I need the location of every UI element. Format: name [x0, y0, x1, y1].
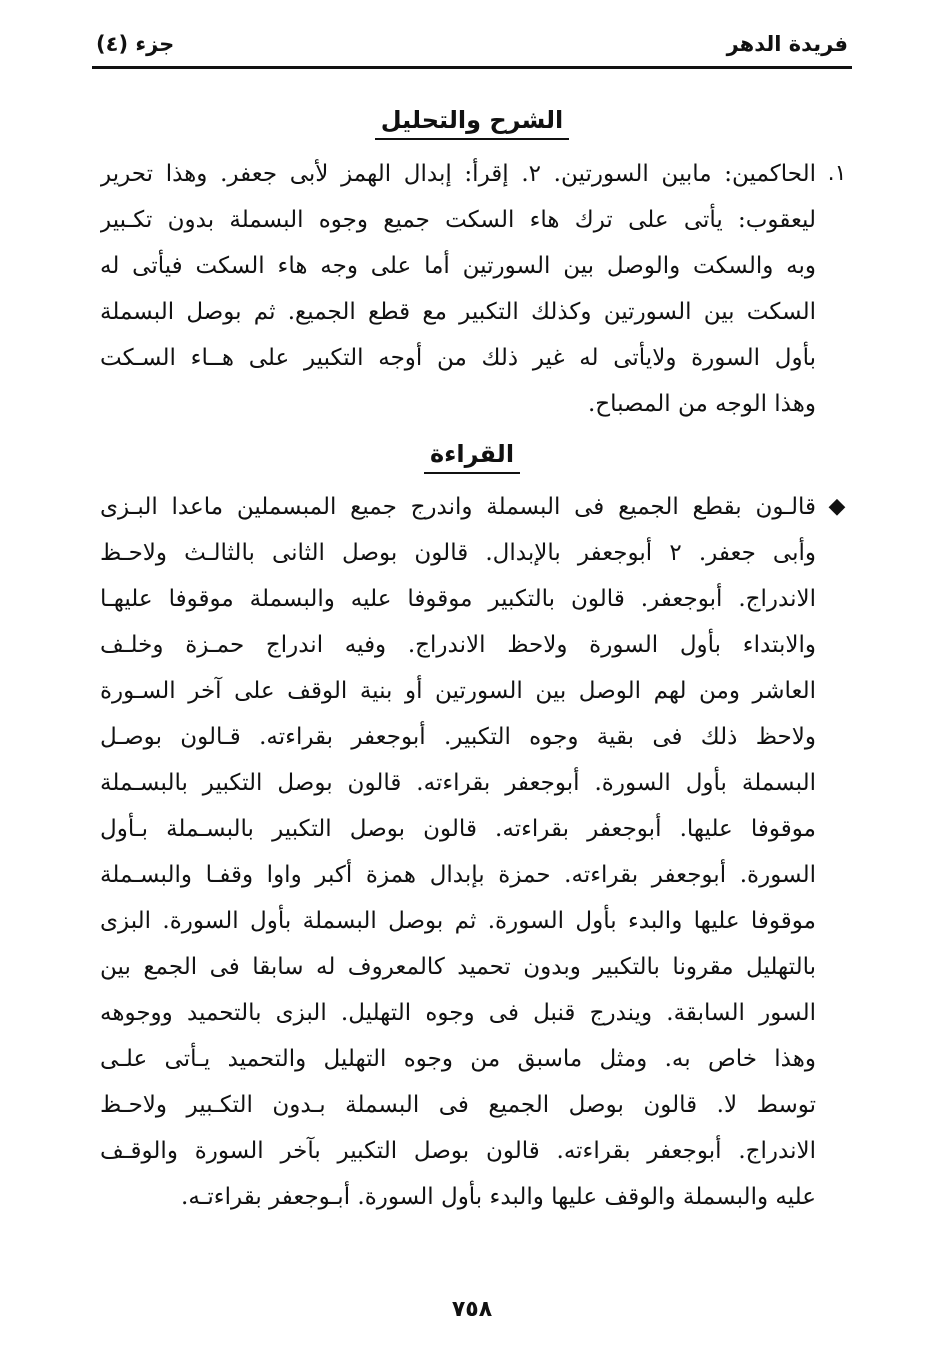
- reading-line: الاندراج. أبوجعفر بقراءته. قالون بوصل التكبير بآخر السورة والوقـف: [100, 1138, 816, 1164]
- reading-line: قالـون بقطع الجميع فى البسملة واندرج جميع المبسملين ماعدا البـزى: [100, 494, 816, 520]
- reading-line: وهذا خاص به. ومثل ماسبق من وجوه التهليل والتحميد يـأتى علـى: [100, 1046, 816, 1072]
- reading-line: وأبى جعفر. ٢ أبوجعفر بالإبدال. قالون بوصل الثانى بالثالـث ولاحـظ: [100, 540, 816, 566]
- reading-line: السورة. أبوجعفر بقراءته. حمزة بإبدال همزة أكبر واوا وقفـا والبسـملة: [100, 862, 816, 888]
- commentary-line: الحاكمين: مابين السورتين. ٢. إقرأ: إبدال الهمز لأبى جعفر. وهذا تحرير: [100, 161, 816, 187]
- reading-line: السور السابقة. ويندرج قنبل فى وجوه التهليل. البزى بالتحميد ووجوهه: [100, 1000, 816, 1026]
- reading-line: والابتداء بأول السورة ولاحظ الاندراج. وفيه اندراج حمـزة وخلـف: [100, 632, 816, 658]
- commentary-heading: [92, 106, 852, 140]
- reading-heading: [92, 440, 852, 474]
- reading-line: الاندراج. أبوجعفر. قالون بالتكبير موقوفا عليه والبسملة موقوفا عليهـا: [100, 586, 816, 612]
- commentary-line: ليعقوب: يأتى على ترك هاء السكت جميع وجوه البسملة بدون تكـبير: [100, 207, 816, 233]
- diamond-bullet-icon: ◆: [828, 494, 846, 519]
- commentary-line: بأول السورة ولايأتى له غير ذلك من أوجه التكبير على هــاء السـكت: [100, 345, 816, 371]
- reading-heading-text: القراءة: [424, 440, 520, 474]
- book-title: فريدة الدهر: [726, 32, 848, 56]
- reading-line: البسملة بأول السورة. أبوجعفر بقراءته. قالون بوصل التكبير بالبسـملة: [100, 770, 816, 796]
- page-number: ٧٥٨: [451, 1297, 493, 1322]
- reading-line: بالتهليل مقرونا بالتكبير وبدون تحميد كالمعروف له سابقا فى الجمع بين: [100, 954, 816, 980]
- header-divider: [92, 66, 852, 69]
- commentary-number: ١.: [827, 161, 847, 186]
- page-header: [92, 30, 852, 66]
- commentary-line: السكت بين السورتين وكذلك التكبير مع قطع الجميع. ثم بوصل البسملة: [100, 299, 816, 325]
- reading-line: موقوفا عليها. أبوجعفر بقراءته. قالون بوصل التكبير بالبسـملة بـأول: [100, 816, 816, 842]
- commentary-heading-text: الشرح والتحليل: [375, 106, 570, 140]
- commentary-line: وبه والسكت والوصل بين السورتين أما على وجه هاء السكت فيأتى له: [100, 253, 816, 279]
- reading-line: العاشر ومن لهم الوصل بين السورتين أو بنية الوقف على آخر السـورة: [100, 678, 816, 704]
- commentary-line: وهذا الوجه من المصباح.: [587, 391, 816, 417]
- reading-line: موقوفا عليها والبدء بأول السورة. ثم بوصل البسملة بأول السورة. البزى: [100, 908, 816, 934]
- reading-line: ولاحظ ذلك فى بقية وجوه التكبير. أبوجعفر بقراءته. قـالون بوصـل: [100, 724, 816, 750]
- reading-line: توسط لا. قالون بوصل الجميع فى البسملة بـدون التكـبير ولاحـظ: [100, 1092, 816, 1118]
- reading-line: عليه والبسملة والوقف عليها والبدء بأول السورة. أبـوجعفر بقراءتـه.: [181, 1184, 816, 1210]
- part-label: جزء (٤): [96, 32, 175, 56]
